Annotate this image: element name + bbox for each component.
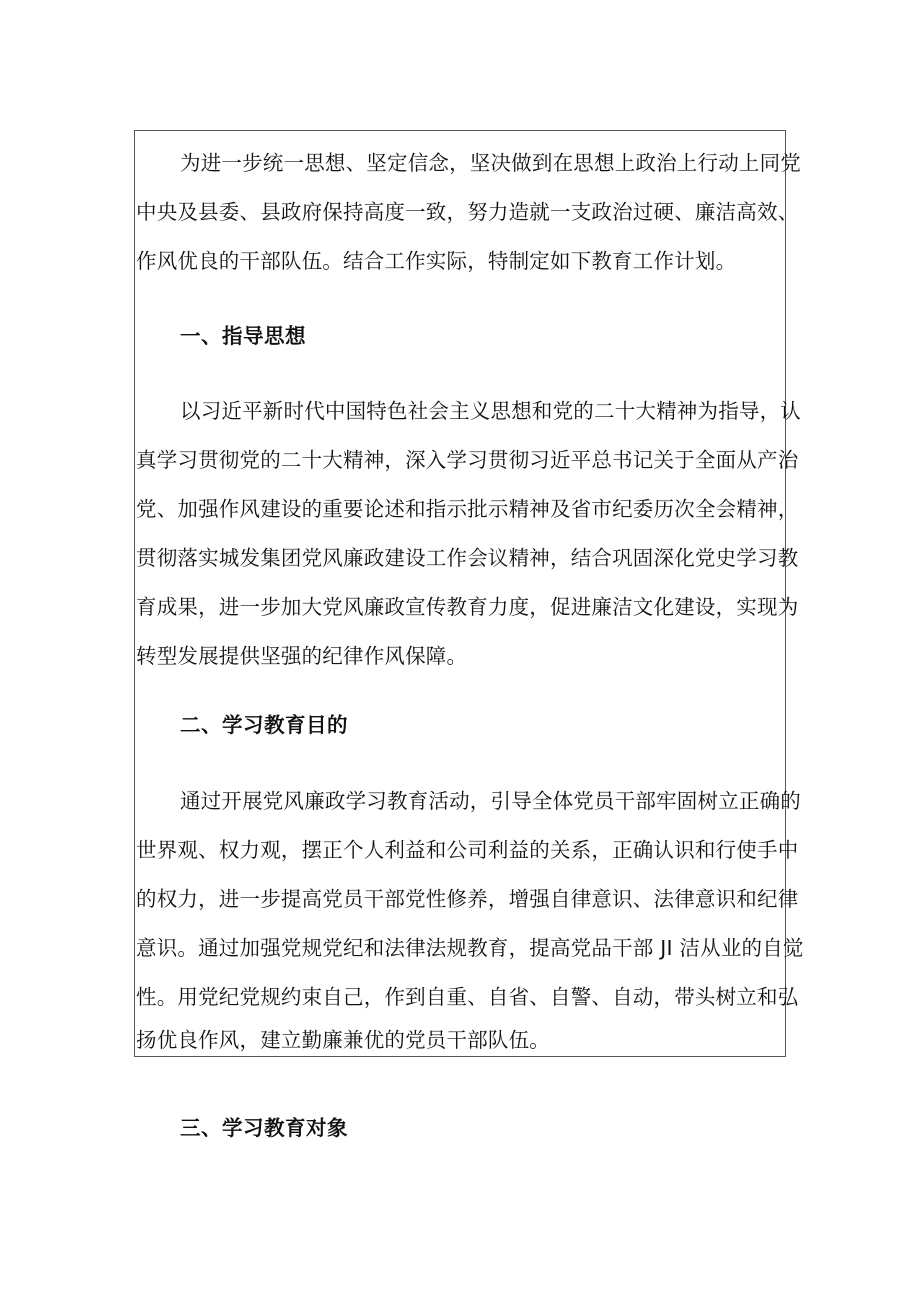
study-purpose-line-1: 通过开展党风廉政学习教育活动，引导全体党员干部牢固树立正确的 bbox=[180, 789, 801, 813]
study-purpose-line-4: 意识。通过加强党规党纪和法律法规教育，提高党品干部 JI 洁从业的自觉 bbox=[136, 936, 804, 960]
study-purpose-line-2: 世界观、权力观，摆正个人利益和公司利益的关系，正确认识和行使手中 bbox=[136, 838, 799, 862]
guiding-ideology-line-4: 贯彻落实城发集团党风廉政建设工作会议精神，结合巩固深化党史学习教 bbox=[136, 546, 799, 570]
section-title-guiding-ideology: 一、指导思想 bbox=[180, 324, 306, 348]
guiding-ideology-line-5: 育成果，进一步加大党风廉政宣传教育力度，促进廉洁文化建设，实现为 bbox=[136, 595, 799, 619]
section-title-study-purpose: 二、学习教育目的 bbox=[180, 713, 348, 737]
intro-line-3: 作风优良的干部队伍。结合工作实际，特制定如下教育工作计划。 bbox=[136, 249, 737, 273]
study-purpose-line-5: 性。用党纪党规约束自己，作到自重、自省、自警、自动，带头树立和弘 bbox=[136, 985, 799, 1009]
intro-line-1: 为进一步统一思想、坚定信念，坚决做到在思想上政治上行动上同党 bbox=[180, 151, 801, 175]
guiding-ideology-line-6: 转型发展提供坚强的纪律作风保障。 bbox=[136, 644, 468, 668]
guiding-ideology-line-2: 真学习贯彻党的二十大精神，深入学习贯彻习近平总书记关于全面从产治 bbox=[136, 448, 799, 472]
guiding-ideology-line-3: 党、加强作风建设的重要论述和指示批示精神及省市纪委历次全会精神， bbox=[136, 497, 799, 521]
section-title-study-target: 三、学习教育对象 bbox=[180, 1116, 348, 1140]
intro-line-2: 中央及县委、县政府保持高度一致，努力造就一支政治过硬、廉洁高效、 bbox=[136, 200, 799, 224]
study-purpose-line-3: 的权力，进一步提高党员干部党性修养，增强自律意识、法律意识和纪律 bbox=[136, 887, 799, 911]
guiding-ideology-line-1: 以习近平新时代中国特色社会主义思想和党的二十大精神为指导，认 bbox=[180, 399, 801, 423]
study-purpose-line-6: 扬优良作风，建立勤廉兼优的党员干部队伍。 bbox=[136, 1028, 550, 1052]
